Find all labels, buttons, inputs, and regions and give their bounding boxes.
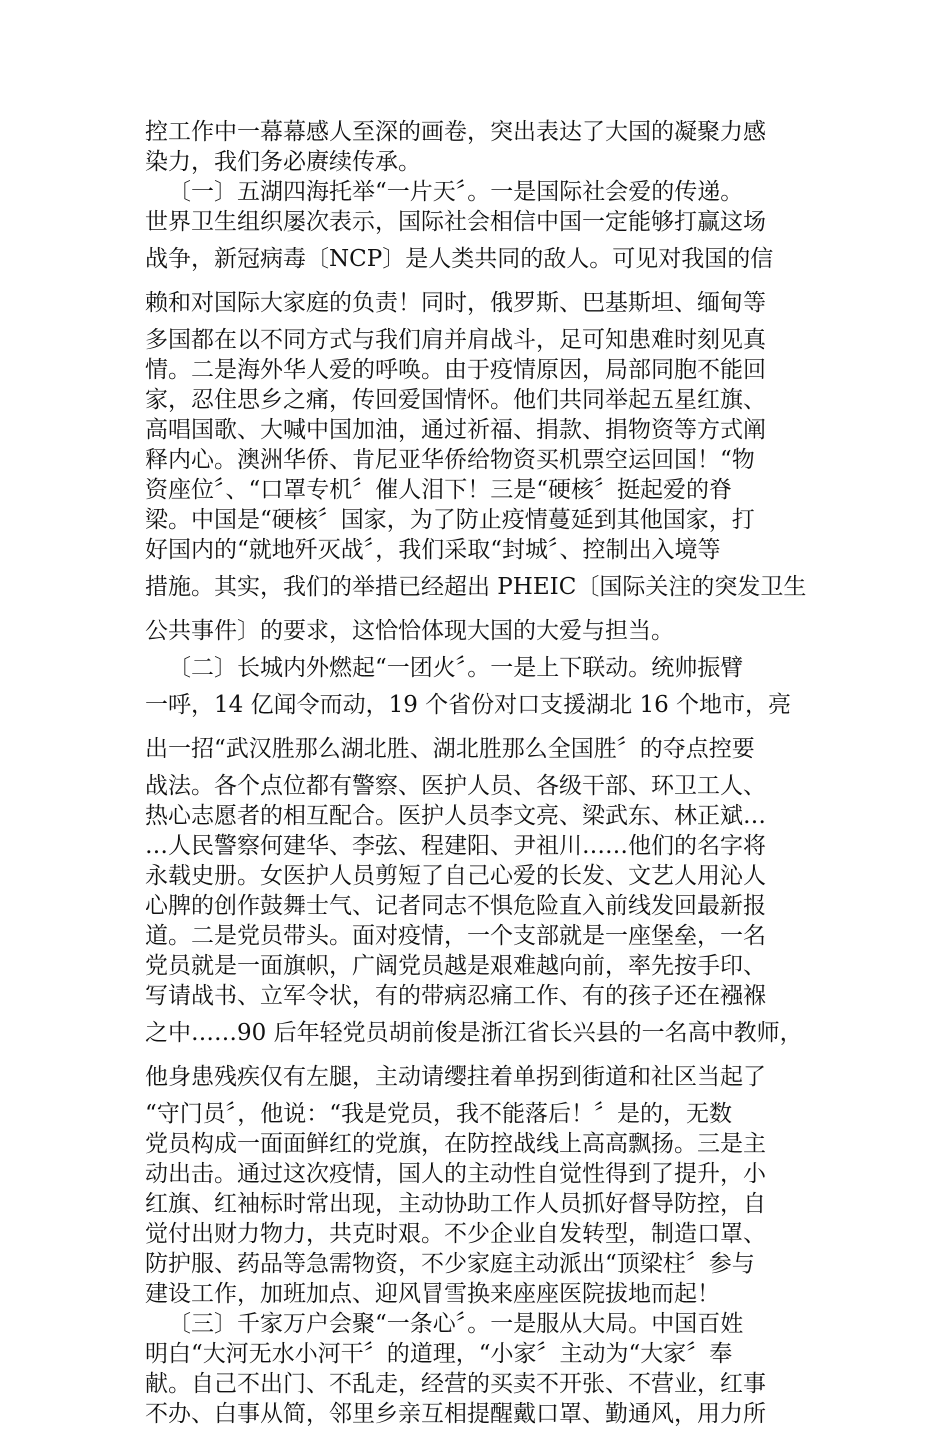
text-line: 献。自己不出门、不乱走，经营的买卖不开张、不营业，红事 bbox=[145, 1371, 766, 1397]
text-line: 写请战书、立军令状，有的带病忍痛工作、有的孩子还在襁褓 bbox=[145, 983, 766, 1009]
text-line: 染力，我们务必赓续传承。 bbox=[145, 149, 421, 175]
text-line: 〔三〕千家万户会聚“一条心〞。一是服从大局。中国百姓 bbox=[168, 1311, 744, 1337]
text-line: 世界卫生组织屡次表示，国际社会相信中国一定能够打赢这场 bbox=[145, 209, 766, 235]
text-line: 党员就是一面旗帜，广阔党员越是艰难越向前，率先按手印、 bbox=[145, 953, 766, 979]
text-line: 不办、白事从简，邻里乡亲互相提醒戴口罩、勤通风，用力所 bbox=[145, 1401, 766, 1427]
text-line: 动出击。通过这次疫情，国人的主动性自觉性得到了提升，小 bbox=[145, 1161, 766, 1187]
text-line: 出一招“武汉胜那么湖北胜、湖北胜那么全国胜〞的夺点控要 bbox=[145, 736, 755, 762]
text-line: 战法。各个点位都有警察、医护人员、各级干部、环卫工人、 bbox=[145, 773, 766, 799]
text-line: 措施。其实，我们的举措已经超出 PHEIC〔国际关注的突发卫生 bbox=[145, 574, 807, 600]
text-line: 一呼，14 亿闻令而动，19 个省份对口支援湖北 16 个地市，亮 bbox=[145, 692, 792, 718]
text-line: 党员构成一面面鲜红的党旗，在防控战线上高高飘扬。三是主 bbox=[145, 1131, 766, 1157]
text-line: 心脾的创作鼓舞士气、记者同志不惧危险直入前线发回最新报 bbox=[145, 893, 766, 919]
document-page bbox=[145, 117, 810, 1429]
text-line: 赖和对国际大家庭的负责！同时，俄罗斯、巴基斯坦、缅甸等 bbox=[145, 290, 766, 316]
text-line: 好国内的“就地歼灭战〞，我们采取“封城〞、控制出入境等 bbox=[145, 537, 721, 563]
text-line: 永载史册。女医护人员剪短了自己心爱的长发、文艺人用沁人 bbox=[145, 863, 766, 889]
text-line: 热心志愿者的相互配合。医护人员李文亮、梁武东、林正斌… bbox=[145, 803, 766, 829]
text-line: 明白“大河无水小河干〞的道理，“小家〞主动为“大家〞奉 bbox=[145, 1341, 733, 1367]
text-line: “守门员〞，他说：“我是党员，我不能落后！〞是的，无数 bbox=[145, 1101, 733, 1127]
text-line: 家，忍住思乡之痛，传回爱国情怀。他们共同举起五星红旗、 bbox=[145, 387, 766, 413]
text-line: …人民警察何建华、李弦、程建阳、尹祖川……他们的名字将 bbox=[145, 833, 766, 859]
text-line: 战争，新冠病毒〔NCP〕是人类共同的敌人。可见对我国的信 bbox=[145, 246, 774, 272]
text-line: 他身患残疾仅有左腿，主动请缨拄着单拐到街道和社区当起了 bbox=[145, 1064, 766, 1090]
text-line: 公共事件〕的要求，这恰恰体现大国的大爱与担当。 bbox=[145, 618, 674, 644]
text-line: 高唱国歌、大喊中国加油，通过祈福、捐款、捐物资等方式阐 bbox=[145, 417, 766, 443]
text-line: 道。二是党员带头。面对疫情，一个支部就是一座堡垒，一名 bbox=[145, 923, 766, 949]
text-line: 防护服、药品等急需物资，不少家庭主动派出“顶梁柱〞参与 bbox=[145, 1251, 755, 1277]
text-line: 控工作中一幕幕感人至深的画卷，突出表达了大国的凝聚力感 bbox=[145, 119, 766, 145]
text-line: 之中……90 后年轻党员胡前俊是浙江省长兴县的一名高中教师， bbox=[145, 1020, 803, 1046]
text-line: 多国都在以不同方式与我们肩并肩战斗，足可知患难时刻见真 bbox=[145, 327, 766, 353]
text-line: 觉付出财力物力，共克时艰。不少企业自发转型，制造口罩、 bbox=[145, 1221, 766, 1247]
text-line: 〔一〕五湖四海托举“一片天〞。一是国际社会爱的传递。 bbox=[168, 179, 744, 205]
text-line: 情。二是海外华人爱的呼唤。由于疫情原因，局部同胞不能回 bbox=[145, 357, 766, 383]
text-line: 资座位〞、“口罩专机〞催人泪下！三是“硬核〞挺起爱的脊 bbox=[145, 477, 733, 503]
text-line: 梁。中国是“硬核〞国家，为了防止疫情蔓延到其他国家，打 bbox=[145, 507, 755, 533]
text-line: 〔二〕长城内外燃起“一团火〞。一是上下联动。统帅振臂 bbox=[168, 655, 744, 681]
text-line: 红旗、红袖标时常出现，主动协助工作人员抓好督导防控，自 bbox=[145, 1191, 766, 1217]
text-line: 释内心。澳洲华侨、肯尼亚华侨给物资买机票空运回国！“物 bbox=[145, 447, 755, 473]
text-line: 建设工作，加班加点、迎风冒雪换来座座医院拔地而起！ bbox=[145, 1281, 720, 1307]
